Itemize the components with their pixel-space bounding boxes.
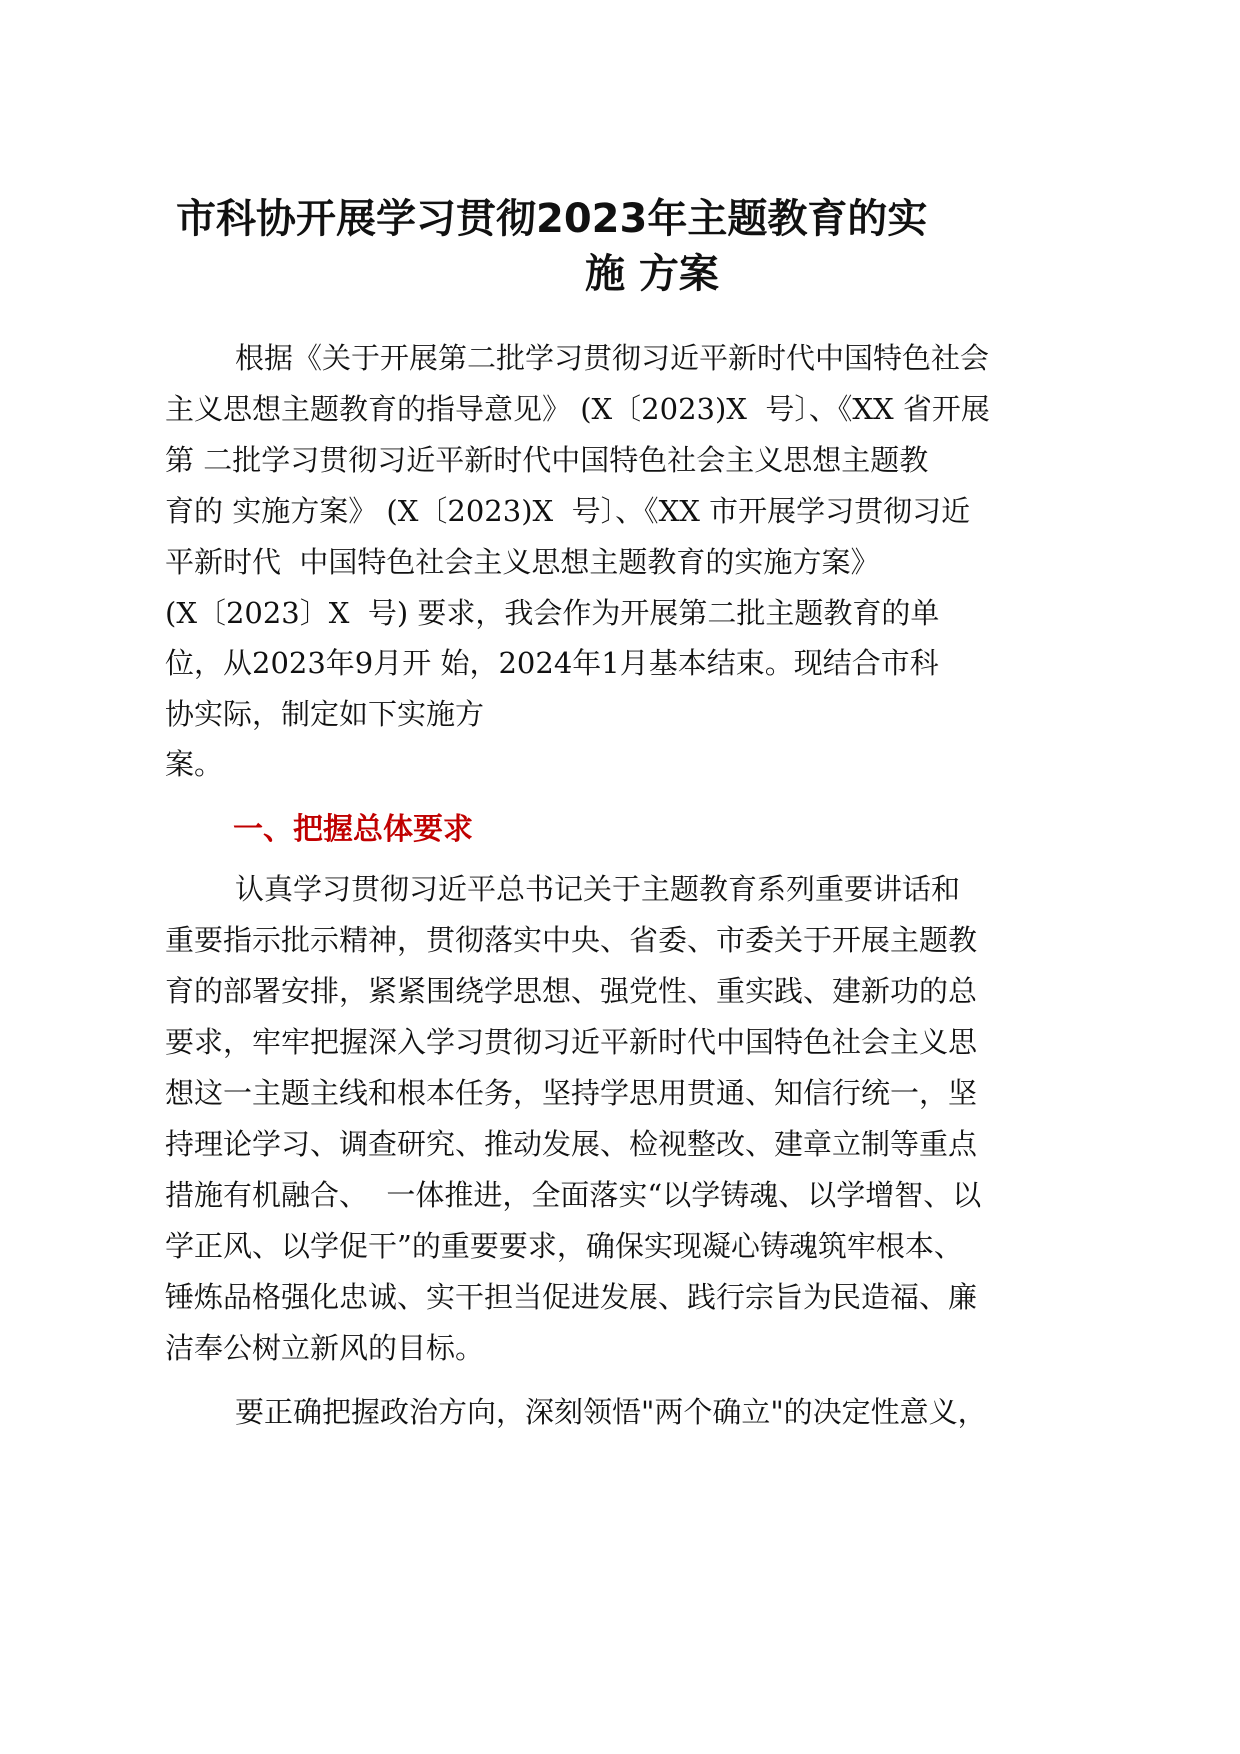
section1-line: 要求，牢牢把握深入学习贯彻习近平新时代中国特色社会主义思 — [165, 1025, 978, 1059]
section1-line: 想这一主题主线和根本任务，坚持学思用贯通、知信行统一，坚 — [165, 1076, 978, 1110]
section1-line: 重要指示批示精神，贯彻落实中央、省委、市委关于开展主题教 — [165, 923, 978, 957]
intro-line: 位，从2023年9月开 始，2024年1月基本结束。现结合市科 — [165, 646, 939, 680]
section-heading: 一、把握总体要求 — [233, 812, 473, 847]
intro-line: 平新时代 中国特色社会主义思想主题教育的实施方案》 — [165, 545, 880, 579]
section1-line: 洁奉公树立新风的目标。 — [165, 1331, 485, 1365]
intro-line: 主义思想主题教育的指导意见》 (X〔2023)X 号〕、《XX 省开展 — [165, 392, 990, 426]
intro-line: 协实际，制定如下实施方 — [165, 697, 485, 731]
section1-line: 认真学习贯彻习近平总书记关于主题教育系列重要讲话和 — [235, 872, 961, 906]
document-title-line-1: 市科协开展学习贯彻2023年主题教育的实 — [176, 196, 928, 242]
intro-line: 第 二批学习贯彻习近平新时代中国特色社会主义思想主题教 — [165, 443, 929, 477]
section1-line: 育的部署安排，紧紧围绕学思想、强党性、重实践、建新功的总 — [165, 974, 978, 1008]
document-title-line-2: 施 方案 — [585, 251, 719, 297]
section1-line: 措施有机融合、 一体推进，全面落实“以学铸魂、以学增智、以 — [165, 1178, 982, 1212]
section1-line: 锤炼品格强化忠诚、实干担当促进发展、践行宗旨为民造福、廉 — [165, 1280, 978, 1314]
section1-line: 持理论学习、调查研究、推动发展、检视整改、建章立制等重点 — [165, 1127, 978, 1161]
section1-line: 学正风、以学促干”的重要要求，确保实现凝心铸魂筑牢根本、 — [165, 1229, 963, 1263]
intro-line: (X〔2023〕X 号) 要求，我会作为开展第二批主题教育的单 — [165, 596, 940, 630]
intro-line: 育的 实施方案》 (X〔2023)X 号〕、《XX 市开展学习贯彻习近 — [165, 494, 971, 528]
section1-paragraph2-line: 要正确把握政治方向，深刻领悟"两个确立"的决定性意义， — [235, 1395, 987, 1429]
intro-line: 案。 — [165, 747, 224, 781]
intro-line: 根据《关于开展第二批学习贯彻习近平新时代中国特色社会 — [235, 341, 990, 375]
